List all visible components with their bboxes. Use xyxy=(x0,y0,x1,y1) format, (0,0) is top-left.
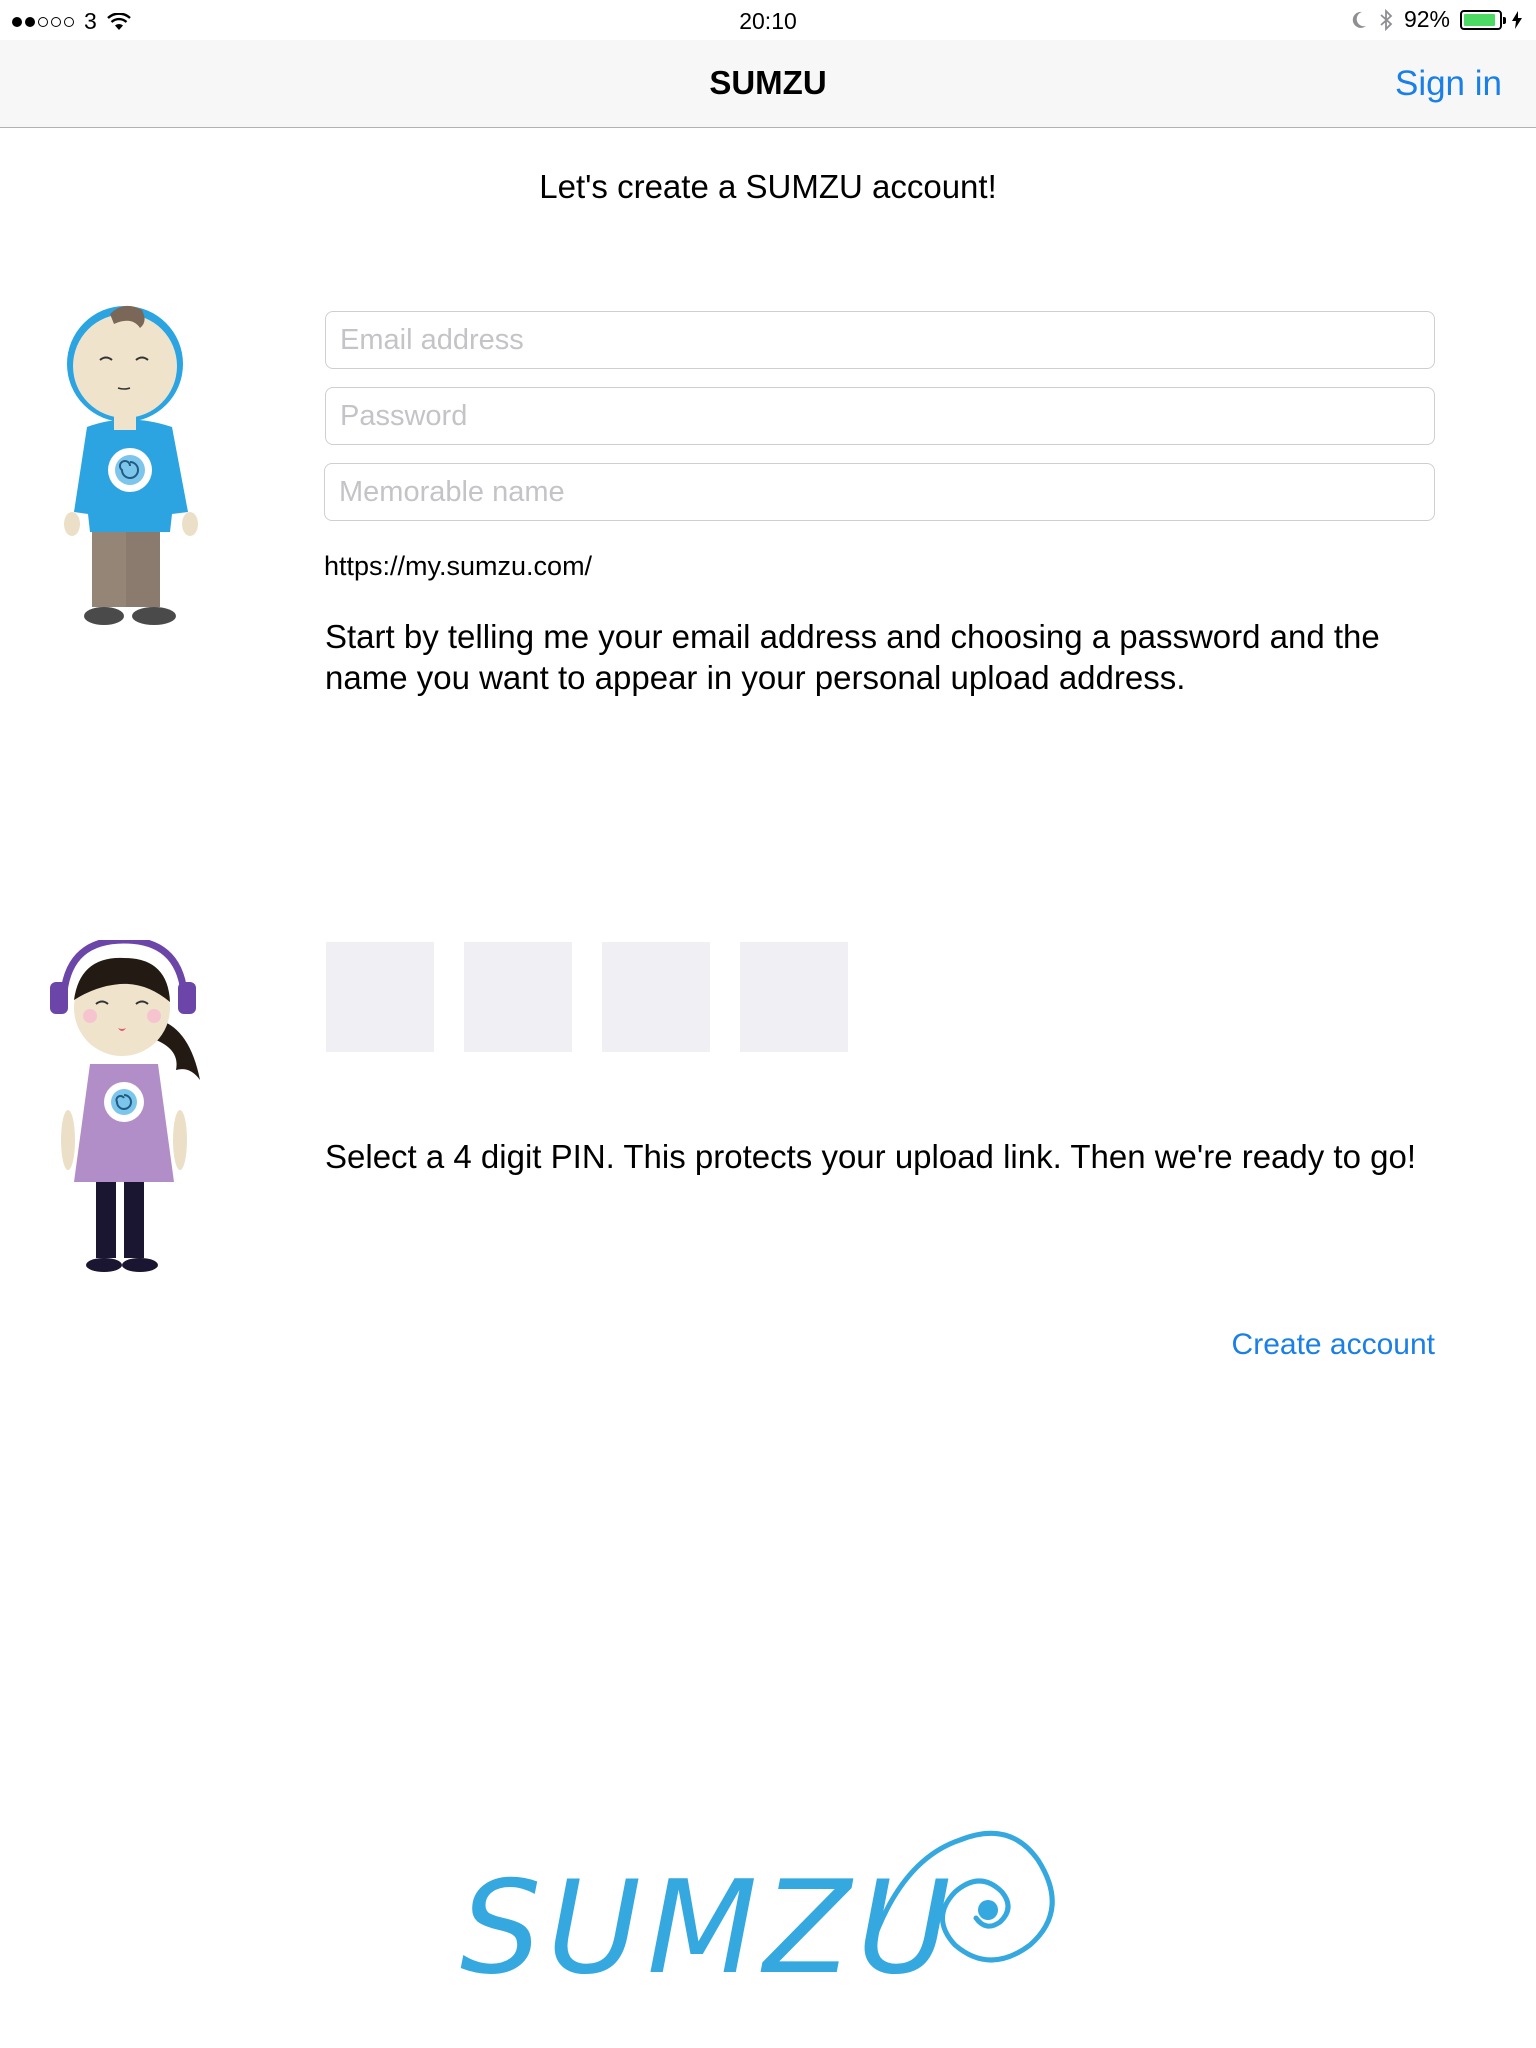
account-instructions: Start by telling me your email address and choosing a password and the name you want to appear in your personal upload address. xyxy=(325,618,1380,696)
nav-title: SUMZU xyxy=(709,64,827,101)
create-account-button[interactable]: Create account xyxy=(1231,1328,1435,1361)
logo-wordmark: SUMZU xyxy=(460,1854,957,2003)
page-heading: Let's create a SUMZU account! xyxy=(539,168,997,205)
sign-in-button[interactable]: Sign in xyxy=(1394,64,1502,103)
password-field[interactable] xyxy=(325,387,1435,445)
memorable-name-field[interactable] xyxy=(324,463,1435,521)
pin-digit-2[interactable] xyxy=(464,942,572,1052)
status-bar xyxy=(0,0,1536,40)
upload-url-prefix: https://my.sumzu.com/ xyxy=(324,551,593,581)
charging-icon xyxy=(1512,11,1522,29)
battery-icon xyxy=(1460,10,1502,30)
pin-instructions: Select a 4 digit PIN. This protects your upload link. Then we're ready to go! xyxy=(325,1138,1416,1175)
moon-icon xyxy=(1350,10,1368,30)
boy-avatar-illustration xyxy=(52,292,212,632)
email-field[interactable] xyxy=(325,311,1435,369)
battery-fill xyxy=(1464,14,1495,26)
status-time: 20:10 xyxy=(739,8,797,34)
status-right xyxy=(1350,6,1522,33)
pin-digit-3[interactable] xyxy=(602,942,710,1052)
girl-avatar-illustration xyxy=(50,940,230,1280)
bluetooth-icon xyxy=(1378,8,1394,32)
navigation-bar xyxy=(0,40,1536,128)
spiral-logo-icon xyxy=(860,1800,1080,1980)
pin-digit-4[interactable] xyxy=(740,942,848,1052)
pin-digit-1[interactable] xyxy=(326,942,434,1052)
carrier-label: 3 xyxy=(84,8,97,34)
sumzu-logo xyxy=(460,1800,1080,2003)
battery-percent: 92% xyxy=(1403,6,1450,32)
